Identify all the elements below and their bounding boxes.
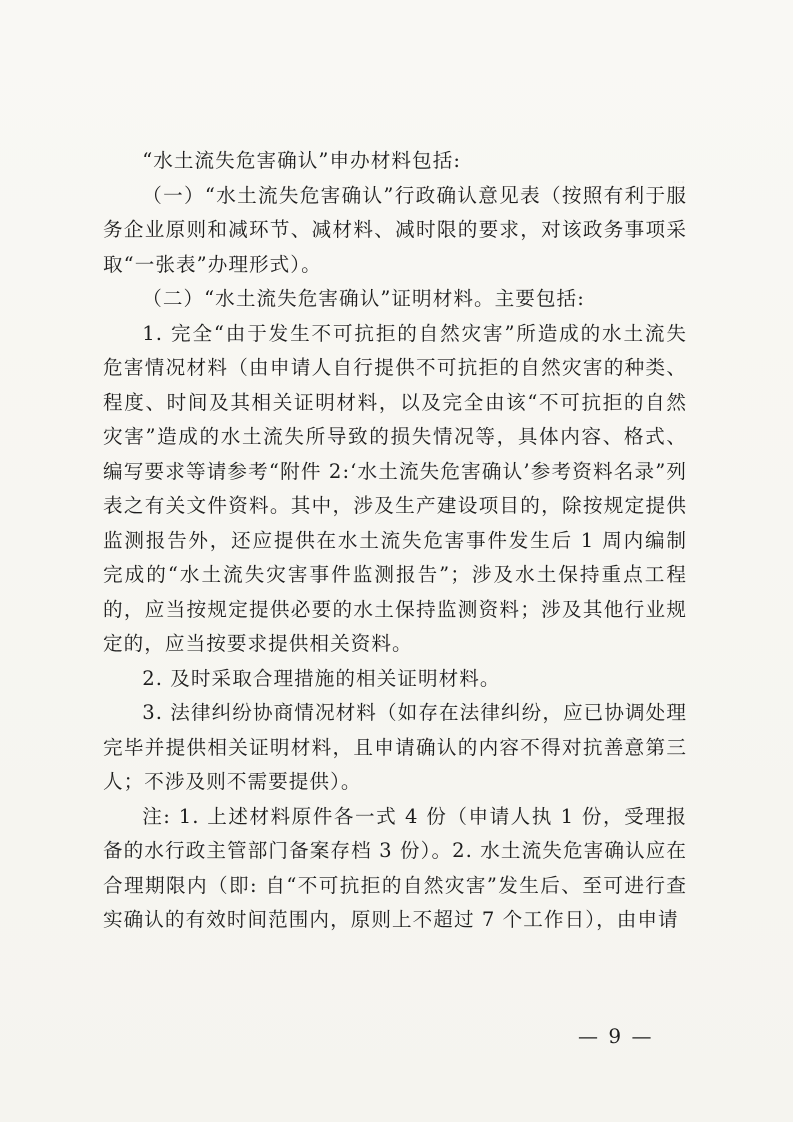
paragraph-item-2-2: 2. 及时采取合理措施的相关证明材料。 — [142, 666, 501, 690]
page-number: — 9 — — [578, 1024, 654, 1048]
paragraph-item-1: （一）“水土流失危害确认”行政确认意见表（按照有利于服务企业原则和减环节、减材料、减时限的要求，对该政务事项采取“一张表”办理形式）。 — [103, 183, 687, 276]
paragraph-note: 注: 1. 上述材料原件各一式 4 份（申请人执 1 份，受理报备的水行政主管部门备案存档 3 份）。2. 水土流失危害确认应在合理期限内（即: 自“不可抗拒的自然灾害”发生后、至可进行查实确认的有效时间范围内，原则上不超过 7 个工作日），由申请 — [103, 804, 687, 931]
document-body — [103, 144, 687, 938]
paragraph-item-2-1: 1. 完全“由于发生不可抗拒的自然灾害”所造成的水土流失危害情况材料（由申请人自行提供不可抗拒的自然灾害的种类、程度、时间及其相关证明材料，以及完全由该“不可抗拒的自然灾害”造成的水土流失所导致的损失情况等，具体内容、格式、编写要求等请参考“附件 2:‘水土流失危害确认’参考资料名录”列表之有关文件资料。其中，涉及生产建设项目的，除按规定提供监测报告外，还应提供在水土流失危害事件发生后 1 周内编制完成的“水土流失灾害事件监测报告”；涉及水土保持重点工程的，应当按规定提供必要的水土保持监测资料；涉及其他行业规定的，应当按要求提供相关资料。 — [103, 321, 687, 655]
paragraph-intro: “水土流失危害确认”申办材料包括: — [142, 149, 461, 172]
bleed-through-text: … — [672, 172, 685, 187]
paragraph-item-2: （二）“水土流失危害确认”证明材料。主要包括: — [142, 287, 585, 310]
paragraph-item-2-3: 3. 法律纠纷协商情况材料（如存在法律纠纷，应已协调处理完毕并提供相关证明材料，且申请确认的内容不得对抗善意第三人；不涉及则不需要提供）。 — [103, 701, 687, 793]
